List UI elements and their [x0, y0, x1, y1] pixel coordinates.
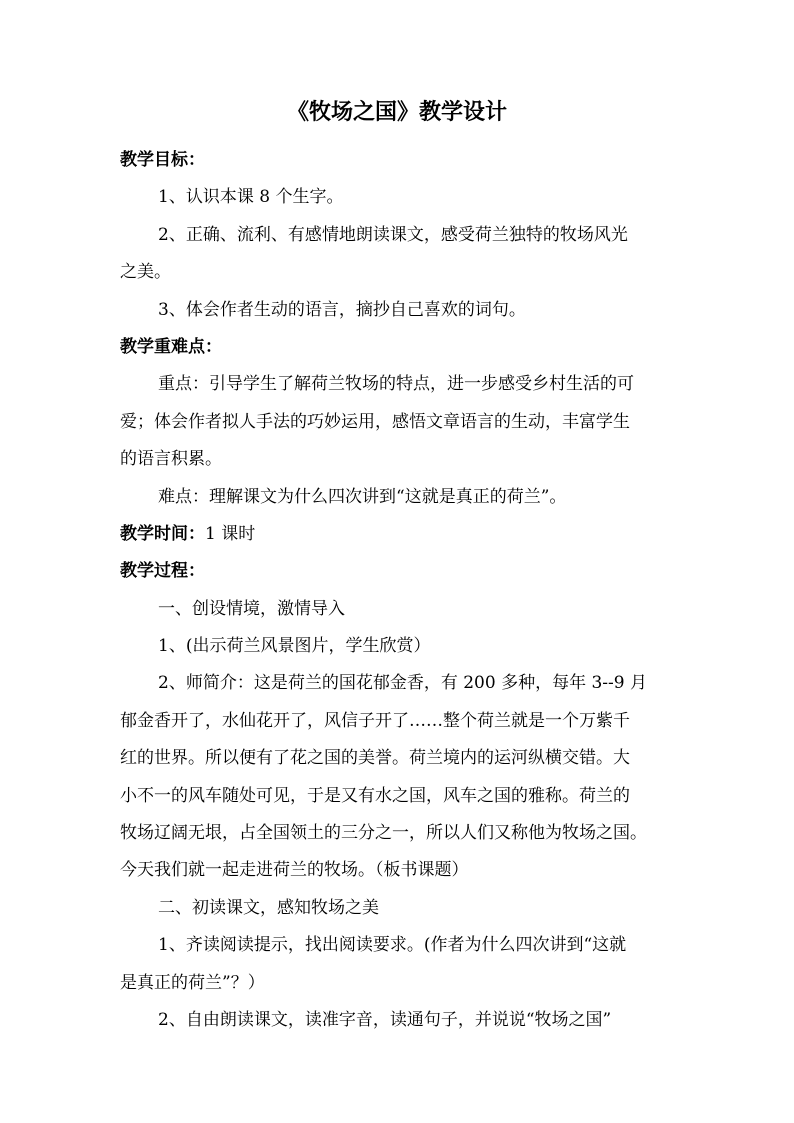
- paragraph-line: 重点：引导学生了解荷兰牧场的特点，进一步感受乡村生活的可: [158, 374, 634, 395]
- paragraph-line: 郁金香开了，水仙花开了，风信子开了……整个荷兰就是一个万紫千: [120, 710, 630, 731]
- section-heading-time-value: 1 课时: [205, 523, 256, 544]
- paragraph-line: 爱；体会作者拟人手法的巧妙运用，感悟文章语言的生动，丰富学生: [120, 411, 630, 432]
- paragraph-line: 2、自由朗读课文，读准字音，读通句子，并说说“牧场之国”: [158, 1009, 612, 1030]
- paragraph-line: 2、师简介：这是荷兰的国花郁金香，有 200 多种，每年 3--9 月: [158, 673, 647, 694]
- paragraph-line: 是真正的荷兰”？）: [120, 972, 265, 993]
- section-heading-process: 教学过程：: [120, 561, 205, 582]
- paragraph-line: 二、初读课文，感知牧场之美: [158, 897, 379, 918]
- paragraph-line: 的语言积累。: [120, 449, 222, 470]
- section-heading-key-points: 教学重难点：: [120, 336, 222, 357]
- section-heading-time: [120, 516, 680, 553]
- paragraph-line: 之美。: [120, 262, 171, 283]
- section-heading-time-label: 教学时间：: [120, 523, 205, 544]
- paragraph-line: 1、认识本课 8 个生字。: [158, 187, 344, 208]
- paragraph-line: 难点：理解课文为什么四次讲到“这就是真正的荷兰”。: [158, 486, 567, 507]
- document-body: [120, 142, 680, 1039]
- paragraph-line: 一、创设情境，激情导入: [158, 598, 345, 619]
- paragraph-line: 1、(出示荷兰风景图片，学生欣赏）: [158, 636, 431, 657]
- paragraph-line: 小不一的风车随处可见，于是又有水之国，风车之国的雅称。荷兰的: [120, 785, 630, 806]
- paragraph-line: 红的世界。所以便有了花之国的美誉。荷兰境内的运河纵横交错。大: [120, 748, 630, 769]
- paragraph-line: 3、体会作者生动的语言，摘抄自己喜欢的词句。: [158, 299, 526, 320]
- section-heading-objectives: 教学目标：: [120, 150, 205, 170]
- document-title: 《牧场之国》教学设计: [286, 99, 507, 125]
- paragraph-line: 2、正确、流利、有感情地朗读课文，感受荷兰独特的牧场风光: [158, 224, 628, 245]
- paragraph-line: 牧场辽阔无垠，占全国领土的三分之一，所以人们又称他为牧场之国。: [120, 823, 647, 844]
- paragraph-line: 1、齐读阅读提示，找出阅读要求。(作者为什么四次讲到“这就: [158, 935, 627, 956]
- paragraph-line: 今天我们就一起走进荷兰的牧场。（板书课题）: [120, 860, 469, 881]
